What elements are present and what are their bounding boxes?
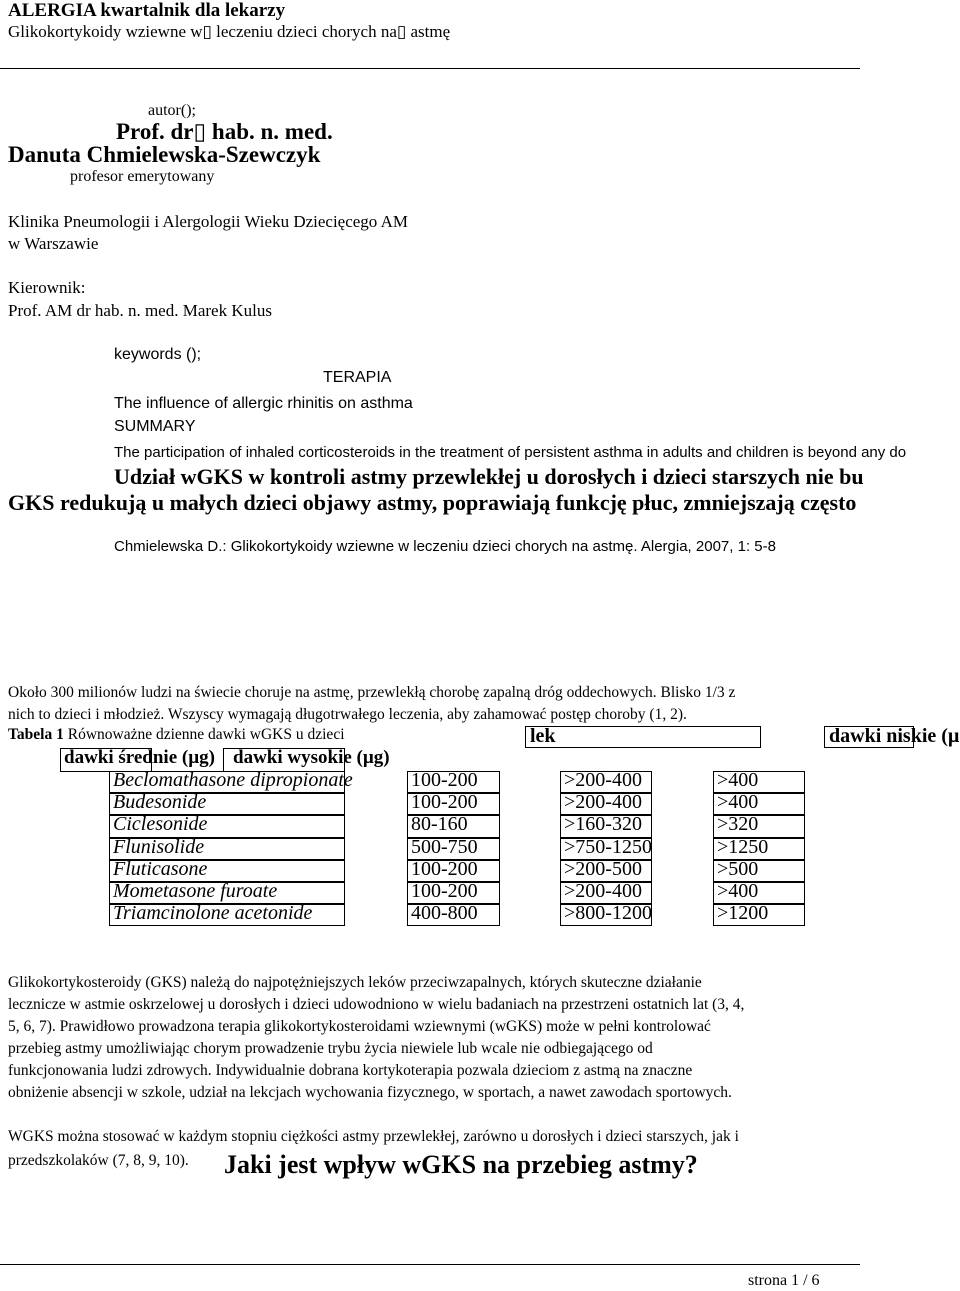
cell-medium: >160-320 — [564, 813, 642, 836]
cell-medium: >750-1250 — [564, 835, 652, 858]
body-p1-line: przebieg astmy umożliwiając chorym prowadzenie trybu życia niewiele lub wcale nie odbiegającego od — [8, 1040, 653, 1057]
cell-drug: Flunisolide — [113, 835, 205, 858]
cell-drug: Budesonide — [113, 791, 207, 814]
footer-rule — [0, 1264, 860, 1265]
cell-high: >500 — [717, 857, 759, 880]
section-heading: Jaki jest wpływ wGKS na przebieg astmy? — [224, 1150, 698, 1179]
cell-high: >400 — [717, 791, 759, 814]
author-role: profesor emerytowany — [70, 168, 215, 185]
cell-low: 80-160 — [411, 813, 468, 836]
author-macro: autor(); — [148, 102, 196, 119]
cell-medium: >200-400 — [564, 769, 642, 791]
cell-medium: >200-400 — [564, 791, 642, 814]
body-p1-line: funkcjonowania ludzi zdrowych. Indywidualnie dobrana kortykoterapia pozwala dzieciom z astmą na znaczne — [8, 1062, 693, 1079]
cell-high: >320 — [717, 813, 759, 836]
summary-label: SUMMARY — [114, 418, 196, 435]
cell-high: >400 — [717, 880, 759, 902]
table-label: Tabela 1 — [8, 726, 64, 743]
body-p1-line: Glikokortykosteroidy (GKS) należą do najpotężniejszych leków przeciwzapalnych, których skuteczne działanie — [8, 974, 702, 991]
intro-line-1: Około 300 milionów ludzi na świecie choruje na astmę, przewlekłą chorobę zapalną dróg oddechowych. Blisko 1/3 z — [8, 684, 736, 701]
cell-medium: >200-400 — [564, 880, 642, 902]
head-label: Kierownik: — [8, 278, 86, 297]
cell-drug: Triamcinolone acetonide — [113, 902, 313, 925]
table-caption-text: Równoważne dzienne dawki wGKS u dzieci — [63, 726, 345, 743]
page-number: strona 1 / 6 — [748, 1272, 820, 1289]
clinic-line-2: w Warszawie — [8, 234, 99, 253]
cell-low: 100-200 — [411, 791, 478, 814]
cell-high: >1250 — [717, 835, 769, 858]
author-name: Danuta Chmielewska-Szewczyk — [8, 142, 321, 167]
summary-text: The participation of inhaled corticosteroids in the treatment of persistent asthma in adults and children is beyond any do — [114, 444, 907, 461]
cell-low: 100-200 — [411, 769, 478, 791]
cell-high: >1200 — [717, 902, 769, 925]
head-name: Prof. AM dr hab. n. med. Marek Kulus — [8, 301, 272, 320]
citation: Chmielewska D.: Glikokortykoidy wziewne w leczeniu dzieci chorych na astmę. Alergia, 2007, 1: 5-8 — [114, 538, 776, 555]
cell-drug: Mometasone furoate — [113, 880, 278, 902]
lead-line-1: Udział wGKS w kontroli astmy przewlekłej u dorosłych i dzieci starszych nie bu — [114, 464, 864, 489]
cell-low: 100-200 — [411, 857, 478, 880]
cell-high: >400 — [717, 769, 759, 791]
cell-medium: >200-500 — [564, 857, 642, 880]
cell-drug: Beclomathasone dipropionate — [113, 769, 353, 791]
cell-low: 500-750 — [411, 835, 478, 858]
english-title: The influence of allergic rhinitis on asthma — [114, 395, 413, 412]
journal-title: ALERGIA kwartalnik dla lekarzy — [8, 0, 286, 21]
header-low: dawki niskie (µ — [829, 725, 960, 747]
intro-line-2: nich to dzieci i młodzież. Wszyscy wymagają długotrwałego leczenia, aby zahamować postęp choroby (1, 2). — [8, 706, 687, 723]
clinic-line-1: Klinika Pneumologii i Alergologii Wieku Dziecięcego AM — [8, 212, 409, 231]
header-rule — [0, 68, 860, 69]
body-p2-line-2: przedszkolaków (7, 8, 9, 10). — [8, 1152, 189, 1169]
lead-line-2: GKS redukują u małych dzieci objawy astmy, poprawiają funkcję płuc, zmniejszają często — [8, 490, 857, 515]
cell-drug: Ciclesonide — [113, 813, 208, 836]
cell-medium: >800-1200 — [564, 902, 652, 925]
body-p1-line: lecznicze w astmie oskrzelowej u dorosłych i dzieci udowodniono w wielu badaniach na przestrzeni ostatnich lat (3, 4, — [8, 996, 745, 1013]
header-medium: dawki średnie (µg) — [64, 747, 215, 768]
section-label: TERAPIA — [323, 369, 392, 386]
cell-low: 400-800 — [411, 902, 478, 925]
body-p1-line: obniżenie absencji w szkole, udział na lekcjach wychowania fizycznego, w sportach, a nawet zawodach sportowych. — [8, 1084, 732, 1101]
cell-drug: Fluticasone — [113, 857, 208, 880]
cell-low: 100-200 — [411, 880, 478, 902]
header-drug: lek — [530, 725, 556, 747]
body-p2-line-1: WGKS można stosować w każdym stopniu ciężkości astmy przewlekłej, zarówno u dorosłych i dzieci starszych, jak i — [8, 1128, 739, 1145]
header-high: dawki wysokie (µg) — [233, 747, 390, 768]
body-p1-line: 5, 6, 7). Prawidłowo prowadzona terapia glikokortykosteroidami wziewnymi (wGKS) może w pełni kontrolować — [8, 1018, 711, 1035]
header-cell-drug-box — [525, 726, 761, 748]
keywords-macro: keywords (); — [114, 346, 202, 363]
author-degree: Prof. dr▯ hab. n. med. — [116, 119, 333, 144]
article-subtitle: Glikokortykoidy wziewne w▯ leczeniu dzieci chorych na▯ astmę — [8, 22, 451, 41]
table-caption — [8, 726, 345, 744]
